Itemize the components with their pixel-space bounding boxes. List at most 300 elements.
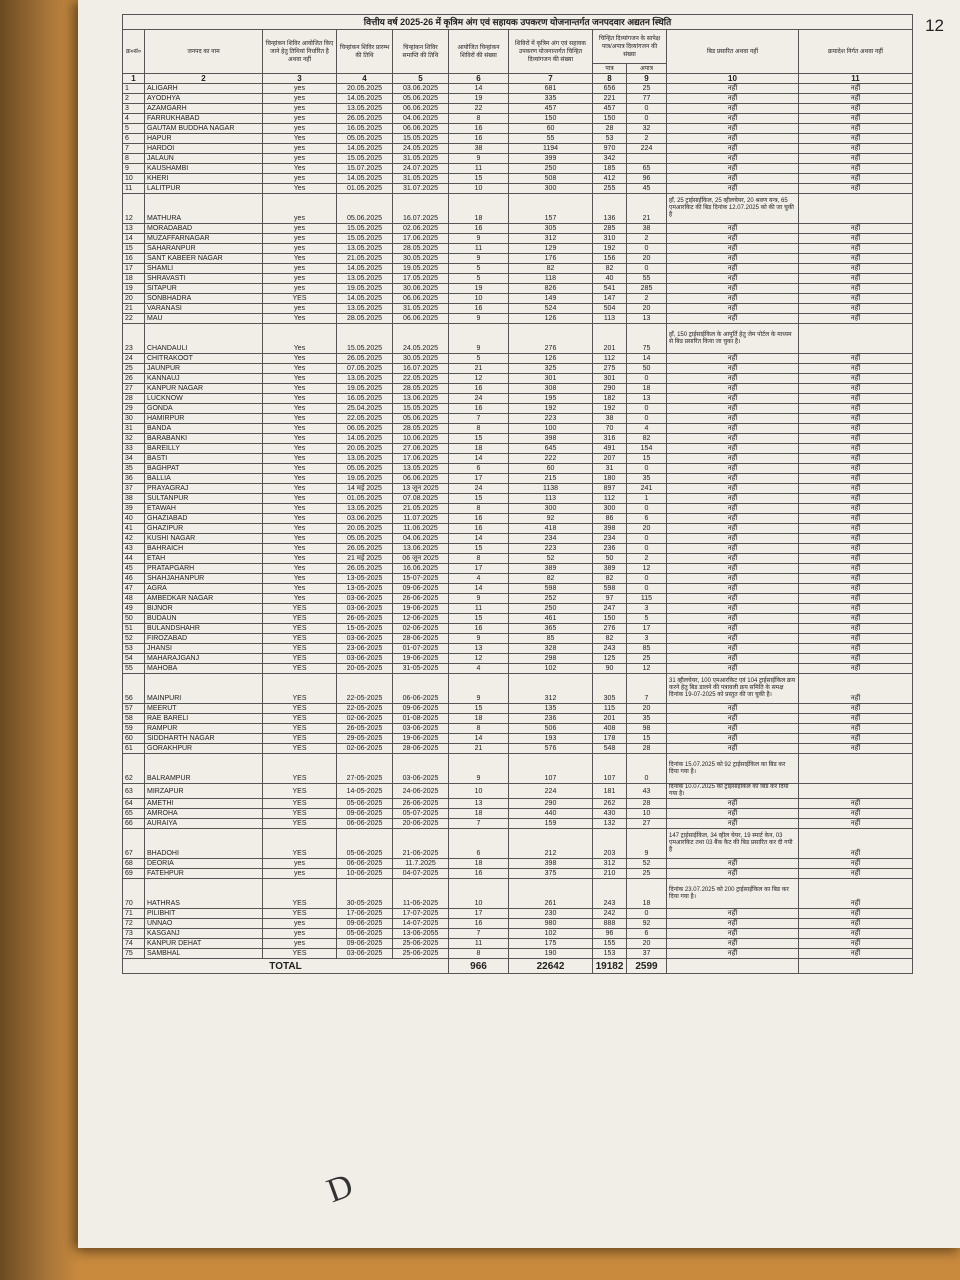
cell-dates-fixed: YES [263, 744, 337, 754]
col-num: 6 [449, 74, 509, 84]
cell-start-date: 15-05-2025 [337, 624, 393, 634]
cell-district: AZAMGARH [145, 104, 263, 114]
cell-dates-fixed: YES [263, 784, 337, 799]
cell-sn: 64 [123, 799, 145, 809]
table-row [123, 929, 913, 939]
cell-end-date: 05.06.2025 [393, 94, 449, 104]
cell-start-date: 26.05.2025 [337, 564, 393, 574]
cell-sn: 62 [123, 754, 145, 784]
cell-district: RAE BARELI [145, 714, 263, 724]
cell-district: UNNAO [145, 919, 263, 929]
cell-identified: 508 [509, 174, 593, 184]
total-order [799, 959, 913, 974]
cell-start-date: 22-05-2025 [337, 704, 393, 714]
cell-dates-fixed: yes [263, 154, 337, 164]
cell-end-date: 11-06-2025 [393, 879, 449, 909]
cell-bid: दिनांक 15.07.2025 को 92 ट्राईसाईकिल का बिड कर दिया गया है। [667, 754, 799, 784]
cell-eligible: 112 [593, 494, 627, 504]
cell-order: नहीं [799, 714, 913, 724]
cell-district: RAMPUR [145, 724, 263, 734]
cell-end-date: 31-05-2025 [393, 664, 449, 674]
cell-ineligible: 82 [627, 434, 667, 444]
cell-start-date: 13.05.2025 [337, 274, 393, 284]
cell-district: SONBHADRA [145, 294, 263, 304]
book-binding-shadow [0, 0, 80, 1280]
cell-eligible: 491 [593, 444, 627, 454]
cell-order: नहीं [799, 364, 913, 374]
cell-dates-fixed: Yes [263, 394, 337, 404]
table-row [123, 604, 913, 614]
cell-identified: 159 [509, 819, 593, 829]
cell-district: CHANDAULI [145, 324, 263, 354]
cell-identified: 150 [509, 114, 593, 124]
cell-ineligible: 13 [627, 394, 667, 404]
cell-district: BIJNOR [145, 604, 263, 614]
cell-sn: 20 [123, 294, 145, 304]
cell-camps: 11 [449, 244, 509, 254]
cell-dates-fixed: YES [263, 879, 337, 909]
cell-district: KANPUR DEHAT [145, 939, 263, 949]
cell-sn: 45 [123, 564, 145, 574]
cell-camps: 15 [449, 494, 509, 504]
cell-sn: 49 [123, 604, 145, 614]
header-bid: बिड प्रसारित अथवा नहीं [667, 30, 799, 74]
cell-camps: 14 [449, 584, 509, 594]
total-eligible: 19182 [593, 959, 627, 974]
cell-sn: 23 [123, 324, 145, 354]
cell-eligible: 548 [593, 744, 627, 754]
cell-start-date: 25.04.2025 [337, 404, 393, 414]
cell-eligible: 541 [593, 284, 627, 294]
cell-district: ALIGARH [145, 84, 263, 94]
cell-eligible: 147 [593, 294, 627, 304]
cell-sn: 9 [123, 164, 145, 174]
col-num: 2 [145, 74, 263, 84]
cell-identified: 375 [509, 869, 593, 879]
cell-ineligible: 10 [627, 809, 667, 819]
cell-ineligible: 0 [627, 504, 667, 514]
cell-eligible: 221 [593, 94, 627, 104]
cell-start-date: 30-05-2025 [337, 879, 393, 909]
cell-district: CHITRAKOOT [145, 354, 263, 364]
cell-ineligible: 27 [627, 819, 667, 829]
cell-dates-fixed: YES [263, 624, 337, 634]
cell-eligible: 70 [593, 424, 627, 434]
cell-camps: 16 [449, 134, 509, 144]
header-dates-fixed: चिन्हांकन शिविर आयोजित किए जाने हेतु तिथियां निर्धारित है अथवा नहीं [263, 30, 337, 74]
table-row [123, 869, 913, 879]
cell-dates-fixed: YES [263, 909, 337, 919]
cell-start-date: 09-06-2025 [337, 919, 393, 929]
cell-ineligible: 32 [627, 124, 667, 134]
cell-end-date: 21.05.2025 [393, 504, 449, 514]
cell-ineligible: 6 [627, 929, 667, 939]
cell-sn: 32 [123, 434, 145, 444]
cell-eligible: 178 [593, 734, 627, 744]
cell-identified: 52 [509, 554, 593, 564]
cell-order: नहीं [799, 124, 913, 134]
cell-camps: 19 [449, 284, 509, 294]
table-row [123, 664, 913, 674]
cell-end-date: 31.05.2025 [393, 304, 449, 314]
cell-identified: 261 [509, 879, 593, 909]
cell-sn: 63 [123, 784, 145, 799]
cell-bid: नहीं [667, 949, 799, 959]
col-num: 3 [263, 74, 337, 84]
cell-ineligible: 25 [627, 654, 667, 664]
cell-eligible: 185 [593, 164, 627, 174]
table-row [123, 514, 913, 524]
cell-identified: 328 [509, 644, 593, 654]
cell-district: GHAZIPUR [145, 524, 263, 534]
cell-camps: 17 [449, 564, 509, 574]
table-row [123, 164, 913, 174]
table-row [123, 484, 913, 494]
cell-sn: 54 [123, 654, 145, 664]
cell-sn: 18 [123, 274, 145, 284]
cell-identified: 506 [509, 724, 593, 734]
cell-eligible: 31 [593, 464, 627, 474]
cell-sn: 1 [123, 84, 145, 94]
cell-ineligible: 20 [627, 304, 667, 314]
cell-camps: 15 [449, 614, 509, 624]
cell-start-date: 19.05.2025 [337, 384, 393, 394]
cell-bid: नहीं [667, 374, 799, 384]
cell-dates-fixed: YES [263, 819, 337, 829]
cell-camps: 5 [449, 264, 509, 274]
cell-identified: 126 [509, 314, 593, 324]
cell-order: नहीं [799, 879, 913, 909]
cell-order: नहीं [799, 869, 913, 879]
table-row [123, 424, 913, 434]
cell-sn: 42 [123, 534, 145, 544]
cell-bid: नहीं [667, 444, 799, 454]
cell-identified: 276 [509, 324, 593, 354]
cell-bid: नहीं [667, 304, 799, 314]
cell-end-date: 13.06.2025 [393, 394, 449, 404]
cell-order: नहीं [799, 464, 913, 474]
cell-ineligible: 4 [627, 424, 667, 434]
cell-dates-fixed: Yes [263, 164, 337, 174]
cell-camps: 13 [449, 644, 509, 654]
cell-sn: 30 [123, 414, 145, 424]
cell-district: AMETHI [145, 799, 263, 809]
col-num: 8 [593, 74, 627, 84]
cell-sn: 65 [123, 809, 145, 819]
cell-sn: 41 [123, 524, 145, 534]
table-row [123, 144, 913, 154]
cell-start-date: 14-05-2025 [337, 784, 393, 799]
cell-camps: 16 [449, 919, 509, 929]
cell-identified: 223 [509, 544, 593, 554]
cell-bid: नहीं [667, 614, 799, 624]
cell-eligible: 243 [593, 644, 627, 654]
cell-dates-fixed: yes [263, 114, 337, 124]
cell-camps: 7 [449, 929, 509, 939]
cell-bid: नहीं [667, 634, 799, 644]
cell-dates-fixed: Yes [263, 364, 337, 374]
cell-end-date: 17.05.2025 [393, 274, 449, 284]
cell-sn: 31 [123, 424, 145, 434]
table-row [123, 504, 913, 514]
cell-end-date: 02.06.2025 [393, 224, 449, 234]
cell-bid: नहीं [667, 484, 799, 494]
cell-dates-fixed: YES [263, 674, 337, 704]
page-number: 12 [925, 16, 944, 35]
cell-sn: 11 [123, 184, 145, 194]
cell-camps: 18 [449, 194, 509, 224]
cell-camps: 17 [449, 474, 509, 484]
cell-district: AYODHYA [145, 94, 263, 104]
cell-bid: नहीं [667, 124, 799, 134]
cell-identified: 85 [509, 634, 593, 644]
cell-order: नहीं [799, 154, 913, 164]
cell-bid: नहीं [667, 594, 799, 604]
cell-eligible: 97 [593, 594, 627, 604]
cell-dates-fixed: Yes [263, 524, 337, 534]
cell-sn: 3 [123, 104, 145, 114]
cell-district: SHRAVASTI [145, 274, 263, 284]
cell-district: LUCKNOW [145, 394, 263, 404]
table-row [123, 674, 913, 704]
cell-eligible: 457 [593, 104, 627, 114]
cell-start-date: 05-06-2025 [337, 829, 393, 859]
cell-identified: 300 [509, 504, 593, 514]
cell-start-date: 26.05.2025 [337, 114, 393, 124]
cell-sn: 17 [123, 264, 145, 274]
cell-camps: 16 [449, 524, 509, 534]
cell-order: नहीं [799, 859, 913, 869]
cell-order: नहीं [799, 264, 913, 274]
table-row [123, 134, 913, 144]
cell-start-date: 20.05.2025 [337, 84, 393, 94]
cell-district: GHAZIABAD [145, 514, 263, 524]
cell-start-date: 26-05-2025 [337, 724, 393, 734]
cell-order: नहीं [799, 809, 913, 819]
cell-order: नहीं [799, 604, 913, 614]
cell-end-date: 27.06.2025 [393, 444, 449, 454]
table-body [123, 84, 913, 959]
cell-order: नहीं [799, 284, 913, 294]
cell-camps: 5 [449, 354, 509, 364]
cell-sn: 22 [123, 314, 145, 324]
table-row [123, 244, 913, 254]
cell-end-date: 17.06.2025 [393, 454, 449, 464]
cell-identified: 300 [509, 184, 593, 194]
cell-dates-fixed: Yes [263, 504, 337, 514]
table-row [123, 574, 913, 584]
cell-order: नहीं [799, 574, 913, 584]
cell-camps: 14 [449, 534, 509, 544]
cell-order: नहीं [799, 664, 913, 674]
cell-sn: 44 [123, 554, 145, 564]
cell-order: नहीं [799, 134, 913, 144]
cell-end-date: 11.7.2025 [393, 859, 449, 869]
cell-start-date: 03-06-2025 [337, 949, 393, 959]
cell-ineligible: 45 [627, 184, 667, 194]
cell-eligible: 180 [593, 474, 627, 484]
table-row [123, 819, 913, 829]
cell-order: नहीं [799, 799, 913, 809]
table-row [123, 454, 913, 464]
cell-identified: 126 [509, 354, 593, 364]
cell-dates-fixed: YES [263, 634, 337, 644]
cell-district: FATEHPUR [145, 869, 263, 879]
header-eligible-group: चिन्हित दिव्यांगजन के सापेक्ष पात्र/अपात्र दिव्यांगजन की संख्या [593, 30, 667, 64]
table-row [123, 234, 913, 244]
cell-end-date: 30.06.2025 [393, 284, 449, 294]
cell-start-date: 21.05.2025 [337, 254, 393, 264]
cell-district: MEERUT [145, 704, 263, 714]
cell-sn: 55 [123, 664, 145, 674]
cell-identified: 301 [509, 374, 593, 384]
table-row [123, 919, 913, 929]
table-row [123, 909, 913, 919]
cell-bid: नहीं [667, 134, 799, 144]
cell-start-date: 03.06.2025 [337, 514, 393, 524]
cell-ineligible: 0 [627, 754, 667, 784]
cell-eligible: 316 [593, 434, 627, 444]
cell-sn: 34 [123, 454, 145, 464]
cell-dates-fixed: YES [263, 754, 337, 784]
cell-start-date: 29-05-2025 [337, 734, 393, 744]
cell-camps: 16 [449, 224, 509, 234]
cell-bid: नहीं [667, 114, 799, 124]
cell-camps: 8 [449, 554, 509, 564]
table-row [123, 374, 913, 384]
cell-camps: 8 [449, 724, 509, 734]
cell-start-date: 15.05.2025 [337, 234, 393, 244]
cell-eligible: 656 [593, 84, 627, 94]
cell-sn: 8 [123, 154, 145, 164]
cell-eligible: 276 [593, 624, 627, 634]
cell-identified: 598 [509, 584, 593, 594]
cell-eligible: 153 [593, 949, 627, 959]
cell-camps: 16 [449, 869, 509, 879]
cell-end-date: 01-07-2025 [393, 644, 449, 654]
cell-district: HARDOI [145, 144, 263, 154]
cell-dates-fixed: yes [263, 194, 337, 224]
cell-ineligible: 38 [627, 224, 667, 234]
cell-order: नहीं [799, 454, 913, 464]
cell-end-date: 31.07.2025 [393, 184, 449, 194]
cell-district: HAPUR [145, 134, 263, 144]
cell-camps: 24 [449, 394, 509, 404]
cell-ineligible: 0 [627, 544, 667, 554]
cell-start-date: 13-05-2025 [337, 584, 393, 594]
cell-end-date: 04-07-2025 [393, 869, 449, 879]
cell-bid: नहीं [667, 664, 799, 674]
table-row [123, 284, 913, 294]
cell-start-date: 13.05.2025 [337, 304, 393, 314]
cell-ineligible: 115 [627, 594, 667, 604]
cell-camps: 16 [449, 514, 509, 524]
cell-district: MAHOBA [145, 664, 263, 674]
document-page [78, 0, 960, 1248]
cell-order: नहीं [799, 174, 913, 184]
cell-eligible: 210 [593, 869, 627, 879]
cell-eligible: 150 [593, 614, 627, 624]
cell-bid: नहीं [667, 734, 799, 744]
cell-bid: नहीं [667, 724, 799, 734]
cell-eligible: 50 [593, 554, 627, 564]
cell-bid: नहीं [667, 584, 799, 594]
cell-camps: 13 [449, 799, 509, 809]
cell-district: MAINPURI [145, 674, 263, 704]
cell-order: नहीं [799, 634, 913, 644]
cell-camps: 9 [449, 154, 509, 164]
cell-dates-fixed: Yes [263, 574, 337, 584]
cell-start-date: 02-06-2025 [337, 714, 393, 724]
cell-camps: 8 [449, 114, 509, 124]
cell-bid: नहीं [667, 564, 799, 574]
table-row [123, 734, 913, 744]
cell-identified: 107 [509, 754, 593, 784]
cell-sn: 40 [123, 514, 145, 524]
cell-district: HAMIRPUR [145, 414, 263, 424]
cell-district: AMROHA [145, 809, 263, 819]
cell-identified: 212 [509, 829, 593, 859]
cell-dates-fixed: YES [263, 809, 337, 819]
cell-bid: नहीं [667, 254, 799, 264]
cell-ineligible: 0 [627, 374, 667, 384]
cell-start-date: 21 मई 2025 [337, 554, 393, 564]
cell-sn: 6 [123, 134, 145, 144]
table-row [123, 939, 913, 949]
cell-end-date: 03-06-2025 [393, 754, 449, 784]
cell-end-date: 28.05.2025 [393, 384, 449, 394]
cell-district: PRAYAGRAJ [145, 484, 263, 494]
cell-ineligible: 85 [627, 644, 667, 654]
cell-identified: 176 [509, 254, 593, 264]
cell-ineligible: 241 [627, 484, 667, 494]
cell-district: FARRUKHABAD [145, 114, 263, 124]
cell-identified: 308 [509, 384, 593, 394]
cell-identified: 457 [509, 104, 593, 114]
cell-order: नहीं [799, 654, 913, 664]
cell-sn: 15 [123, 244, 145, 254]
cell-end-date: 28.05.2025 [393, 244, 449, 254]
table-row [123, 799, 913, 809]
cell-ineligible: 224 [627, 144, 667, 154]
header-ineligible: अपात्र [627, 64, 667, 74]
cell-district: MAHARAJGANJ [145, 654, 263, 664]
cell-dates-fixed: Yes [263, 354, 337, 364]
cell-district: BUDAUN [145, 614, 263, 624]
cell-start-date: 13.05.2025 [337, 104, 393, 114]
cell-district: SITAPUR [145, 284, 263, 294]
cell-sn: 13 [123, 224, 145, 234]
cell-order [799, 784, 913, 799]
cell-sn: 69 [123, 869, 145, 879]
cell-sn: 72 [123, 919, 145, 929]
cell-start-date: 05.06.2025 [337, 194, 393, 224]
cell-start-date: 03-06-2025 [337, 634, 393, 644]
cell-sn: 36 [123, 474, 145, 484]
cell-order: नहीं [799, 244, 913, 254]
cell-start-date: 16.05.2025 [337, 124, 393, 134]
cell-order: नहीं [799, 84, 913, 94]
cell-eligible: 107 [593, 754, 627, 784]
cell-eligible: 242 [593, 909, 627, 919]
cell-district: KASGANJ [145, 929, 263, 939]
cell-sn: 53 [123, 644, 145, 654]
cell-order: नहीं [799, 444, 913, 454]
cell-sn: 26 [123, 374, 145, 384]
cell-ineligible: 285 [627, 284, 667, 294]
cell-eligible: 430 [593, 809, 627, 819]
cell-start-date: 14.05.2025 [337, 434, 393, 444]
